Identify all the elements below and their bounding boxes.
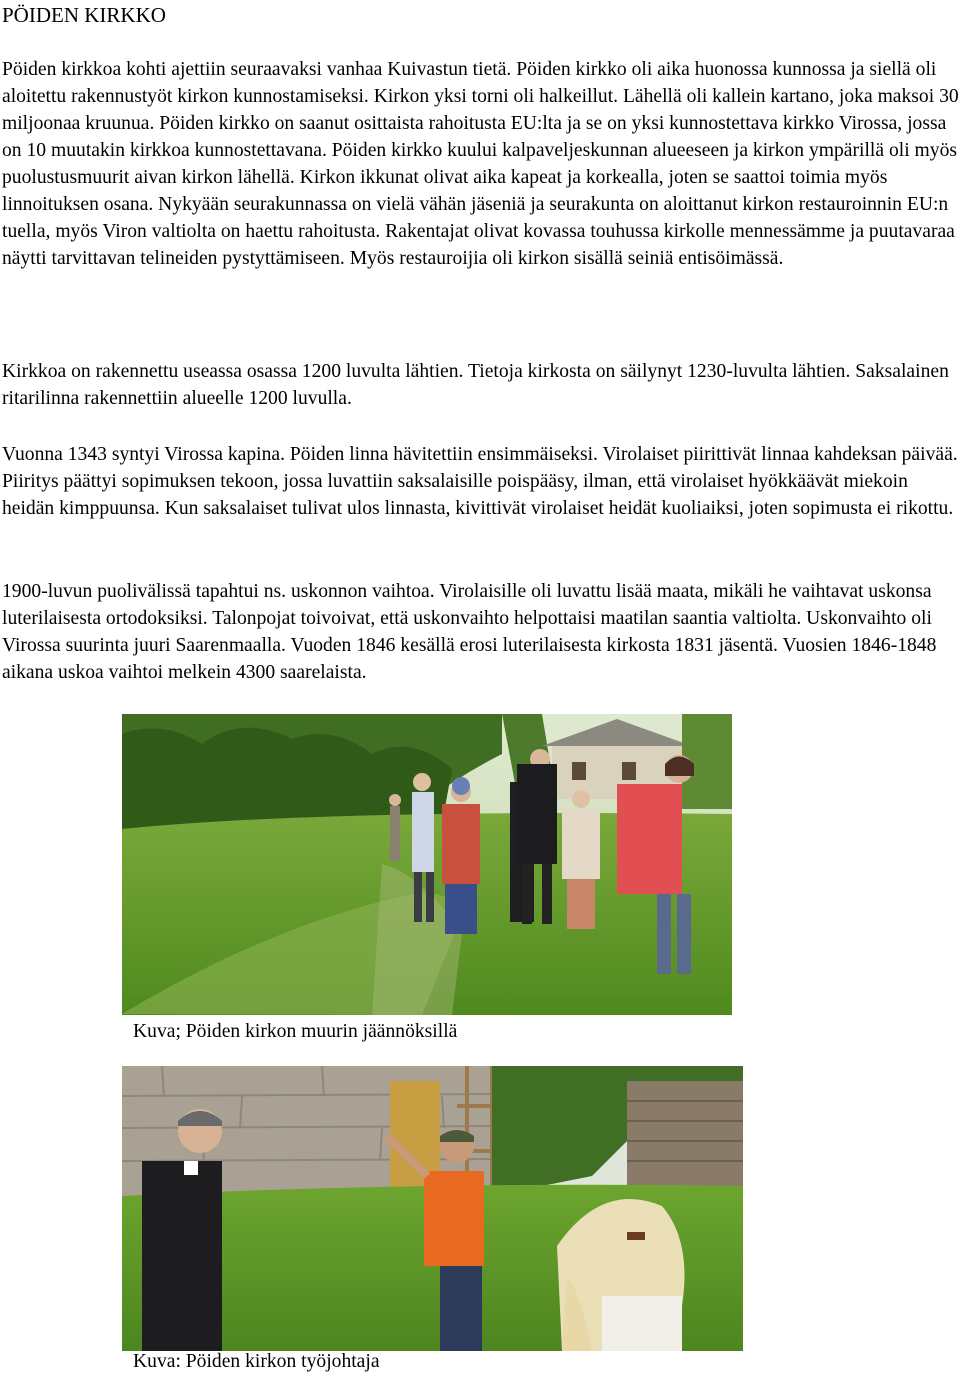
- paragraph-uprising-1343: Vuonna 1343 syntyi Virossa kapina. Pöiden linna hävitettiin ensimmäiseksi. Virolaiset piirittivät linnaa kahdeksan päivää. Piiritys päättyi sopimuksen tekoon, jossa luvattiin saksalaisille poispääsy, ilman, että virolaiset hyökkäävät miekoin heidän kimppuunsa. Kun saksalaiset tulivat ulos linnasta, kivittivät virolaiset heidät kuoliaiksi, joten sopimusta ei rikottu.: [2, 444, 958, 519]
- photo-caption-2: Kuva: Pöiden kirkon työjohtaja: [133, 1351, 380, 1372]
- paragraph-church-history: Kirkkoa on rakennettu useassa osassa 1200 luvulta lähtien. Tietoja kirkosta on säilynyt 1230-luvulta lähtien. Saksalainen ritarilinna rakennettiin alueelle 1200 luvulla.: [2, 361, 949, 409]
- page-title: PÖIDEN KIRKKO: [2, 3, 166, 27]
- paragraph-church-restoration: Pöiden kirkkoa kohti ajettiin seuraavaksi vanhaa Kuivastun tietä. Pöiden kirkko oli aika huonossa kunnossa ja siellä oli aloitettu rakennustyöt kirkon kunnostamiseksi. Kirkon yksi torni oli halkeillut. Lähellä oli kallein kartano, joka maksoi 30 miljoonaa kruunua. Pöiden kirkko on saanut osittaista rahoitusta EU:lta ja se on yksi kunnostettava kirkko Virossa, jossa on 10 muutakin kirkkoa kunnostettavana. Pöiden kirkko kuului kalpaveljeskunnan alueeseen ja kirkon ympärillä oli myös puolustusmuurit aivan kirkon lähellä. Kirkon ikkunat olivat aika kapeat ja korkealla, joten se saattoi toimia myös linnoituksen osana. Nykyään seurakunnassa on vielä vähän jäseniä ja seurakunta on aloittanut kirkon restauroinnin EU:n tuella, myös Viron valtiolta on haettu rahoitusta. Rakentajat olivat kovassa touhussa kirkolle mennessämme ja puutavaraa näytti tarvittavan telineiden pystyttämiseen. Myös restauroijia oli kirkon sisällä seiniä entisöimässä.: [2, 59, 959, 269]
- photo-group-at-wall-remains: [122, 714, 732, 1015]
- paragraph-religion-change: 1900-luvun puolivälissä tapahtui ns. uskonnon vaihtoa. Virolaisille oli luvattu lisää maata, mikäli he vaihtavat uskonsa luterilaisesta ortodoksiksi. Talonpojat toivoivat, että uskonvaihto helpottaisi maatilan saantia valtiolta. Uskonvaihto oli Virossa suurinta juuri Saarenmaalla. Vuoden 1846 kesällä erosi luterilaisesta kirkosta 1831 jäsentä. Vuosien 1846-1848 aikana uskoa vaihtoi melkein 4300 saarelaista.: [2, 581, 937, 683]
- photo-caption-1: Kuva; Pöiden kirkon muurin jäännöksillä: [133, 1021, 458, 1042]
- photo-church-foreman: [122, 1066, 743, 1351]
